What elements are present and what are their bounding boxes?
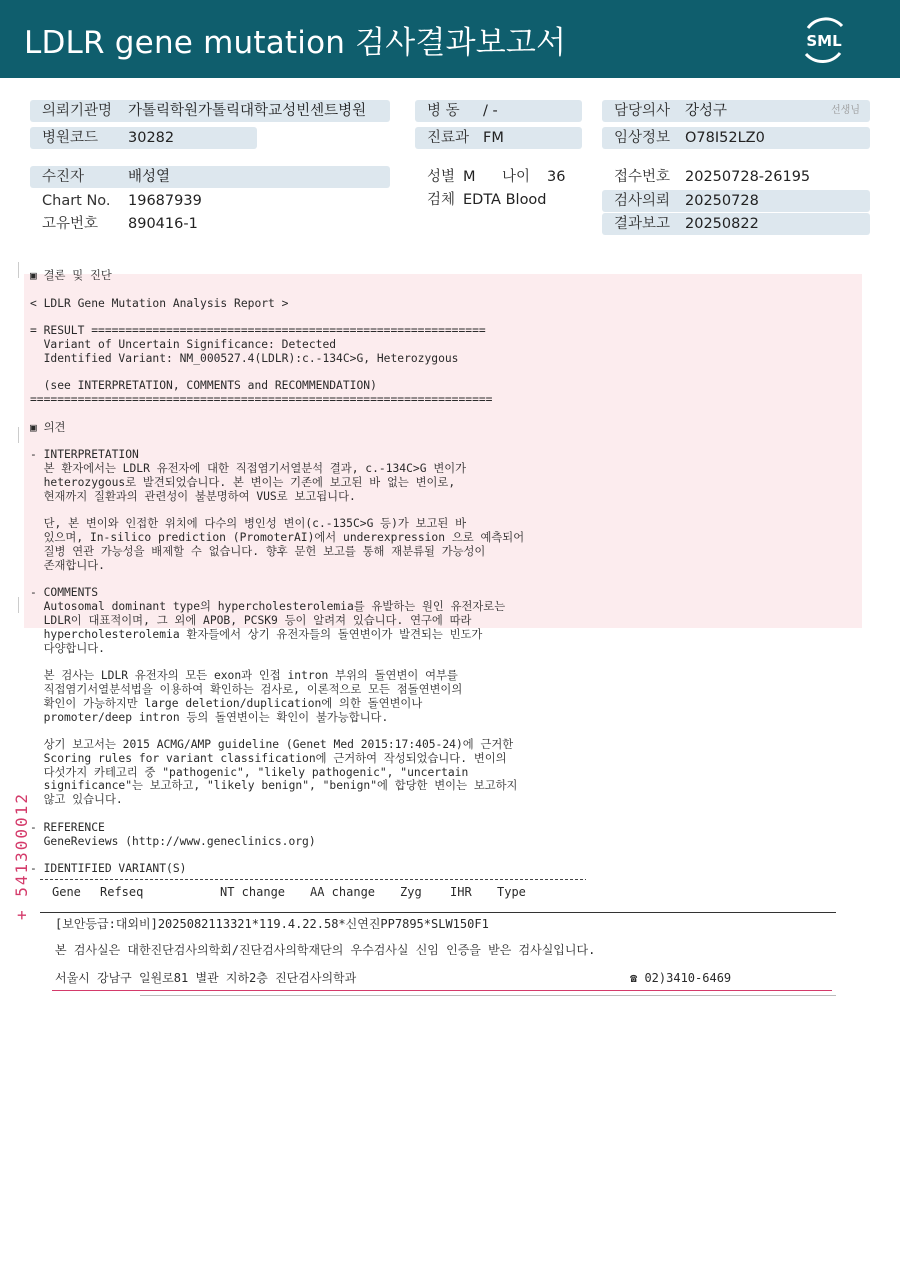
lab-address: 서울시 강남구 일원로81 별관 지하2층 진단검사의학과	[55, 971, 357, 985]
report-line: < LDLR Gene Mutation Analysis Report >	[30, 296, 289, 310]
doctor-suffix: 선생님	[831, 105, 860, 116]
variant-column-header: Zyg	[400, 885, 422, 899]
report-line	[30, 573, 524, 587]
report-line: 있으며, In-silico prediction (PromoterAI)에서 underexpression 으로 예측되어	[30, 531, 525, 545]
margin-tick	[18, 597, 19, 613]
doctor-label: 담당의사	[614, 103, 671, 119]
report-line: 다양합니다.	[30, 641, 105, 655]
chart-no-value: 19687939	[128, 193, 202, 209]
receipt-no-value: 20250728-26195	[685, 169, 811, 185]
report-date-value: 20250822	[685, 216, 759, 232]
report-line	[30, 504, 524, 518]
variant-column-header: Type	[497, 885, 526, 899]
table-dash-line	[40, 879, 586, 880]
department-field	[415, 127, 582, 149]
margin-tick	[18, 427, 19, 443]
specimen-label: 검체	[427, 192, 456, 208]
hospital-code-field	[30, 127, 257, 149]
patient-field	[30, 166, 390, 188]
report-line: 다섯가지 카테고리 중 "pathogenic", "likely pathogenic", "uncertain	[30, 765, 469, 779]
report-line	[30, 407, 524, 421]
report-line: 상기 보고서는 2015 ACMG/AMP guideline (Genet Med 2015:17:405-24)에 근거한	[30, 738, 514, 752]
receipt-no-field	[602, 166, 870, 188]
report-line: - INTERPRETATION	[30, 448, 139, 462]
hospital-code-value: 30282	[128, 130, 175, 146]
report-line: 단, 본 변이와 인접한 위치에 다수의 병인성 변이(c.-135C>G 등)가 보고된 바	[30, 517, 467, 531]
report-title: LDLR gene mutation 검사결과보고서	[24, 25, 567, 61]
receipt-no-label: 접수번호	[614, 169, 671, 185]
report-date-field	[602, 213, 870, 235]
report-line: Autosomal dominant type의 hypercholesterolemia를 유발하는 원인 유전자로는	[30, 600, 506, 614]
report-line: heterozygous로 발견되었습니다. 본 변이는 기존에 보고된 바 없는 변이로,	[30, 475, 456, 489]
chart-no-label: Chart No.	[42, 193, 111, 209]
report-line	[30, 283, 524, 297]
institution-field	[30, 100, 390, 122]
request-date-label: 검사의뢰	[614, 193, 671, 209]
report-line: ▣ 의견	[30, 420, 66, 434]
variant-column-header: IHR	[450, 885, 472, 899]
clinical-info-field	[602, 127, 870, 149]
footer-gray-rule	[140, 995, 836, 996]
variant-column-header: Gene	[52, 885, 81, 899]
sml-logo	[798, 14, 850, 66]
clinical-info-value: O78I52LZ0	[685, 130, 765, 146]
institution-value: 가톨릭학원가톨릭대학교성빈센트병원	[128, 103, 367, 119]
report-line: = RESULT ==========================================================	[30, 324, 486, 338]
table-rule	[40, 912, 836, 913]
ward-field	[415, 100, 582, 122]
age-label: 나이	[502, 169, 531, 185]
age-value: 36	[547, 169, 566, 185]
report-line: 현재까지 질환과의 관련성이 불분명하여 VUS로 보고됩니다.	[30, 489, 356, 503]
report-line: Scoring rules for variant classification에 근거하여 작성되었습니다. 변이의	[30, 751, 507, 765]
chart-no-field	[30, 190, 390, 212]
report-line: LDLR이 대표적이며, 그 외에 APOB, PCSK9 등이 알려져 있습니다. 연구에 따라	[30, 613, 472, 627]
security-line: [보안등급:대외비]2025082113321*119.4.22.58*신연진PP7895*SLW150F1	[55, 917, 489, 931]
report-line: 본 검사는 LDLR 유전자의 모든 exon과 인접 intron 부위의 돌연변이 여부를	[30, 669, 458, 683]
sex-label: 성별	[427, 169, 456, 185]
report-body-text	[30, 269, 524, 876]
doctor-field	[602, 100, 870, 122]
report-line	[30, 655, 524, 669]
institution-label: 의뢰기관명	[42, 103, 113, 119]
report-line: - IDENTIFIED VARIANT(S)	[30, 862, 187, 876]
report-line	[30, 435, 524, 449]
report-line: Identified Variant: NM_000527.4(LDLR):c.-134C>G, Heterozygous	[30, 351, 459, 365]
report-line: hypercholesterolemia 환자들에서 상기 유전자들의 돌연변이가 발견되는 빈도가	[30, 627, 483, 641]
hospital-code-label: 병원코드	[42, 130, 99, 146]
variant-column-header: Refseq	[100, 885, 144, 899]
side-document-id: + 541300012	[12, 792, 31, 920]
department-value: FM	[483, 130, 504, 146]
report-date-label: 결과보고	[614, 216, 671, 232]
report-line: - COMMENTS	[30, 586, 99, 600]
department-label: 진료과	[427, 130, 470, 146]
report-line: 않고 있습니다.	[30, 793, 123, 807]
clinical-info-label: 임상정보	[614, 130, 671, 146]
certification-text: 본 검사실은 대한진단검사의학회/진단검사의학재단의 우수검사실 신임 인증을 받은 검사실입니다.	[55, 943, 596, 957]
unique-no-label: 고유번호	[42, 216, 99, 232]
report-line: - REFERENCE	[30, 820, 105, 834]
report-line: 본 환자에서는 LDLR 유전자에 대한 직접염기서열분석 결과, c.-134C>G 변이가	[30, 462, 467, 476]
report-line	[30, 310, 524, 324]
report-line	[30, 807, 524, 821]
scanned-report	[0, 262, 900, 1002]
report-line: Variant of Uncertain Significance: Detected	[30, 337, 337, 351]
report-line: GeneReviews (http://www.geneclinics.org)	[30, 834, 316, 848]
doctor-value: 강성구	[685, 103, 728, 119]
report-line: ▣ 결론 및 진단	[30, 269, 112, 282]
specimen-field	[415, 189, 582, 211]
sex-value: M	[463, 169, 476, 185]
age-field	[490, 166, 582, 188]
report-line	[30, 366, 524, 380]
patient-label: 수진자	[42, 169, 85, 185]
report-line: 질병 연관 가능성을 배제할 수 없습니다. 향후 문헌 보고를 통해 재분류될 가능성이	[30, 544, 486, 558]
footer-red-rule	[52, 990, 832, 991]
report-line	[30, 848, 524, 862]
report-line: ====================================================================	[30, 393, 493, 407]
unique-no-value: 890416-1	[128, 216, 198, 232]
ward-label: 병 동	[427, 103, 460, 119]
request-date-field	[602, 190, 870, 212]
ward-value: / -	[483, 103, 498, 119]
logo-text: SML	[806, 32, 842, 50]
lab-phone: ☎ 02)3410-6469	[630, 971, 732, 985]
request-date-value: 20250728	[685, 193, 759, 209]
report-line: 확인이 가능하지만 large deletion/duplication에 의한 돌연변이나	[30, 696, 423, 710]
margin-tick	[18, 262, 19, 278]
report-line: promoter/deep intron 등의 돌연변이는 확인이 불가능합니다.	[30, 710, 389, 724]
report-line: significance"는 보고하고, "likely benign", "benign"에 합당한 변이는 보고하지	[30, 779, 518, 793]
variant-column-header: AA change	[310, 885, 376, 899]
variant-column-header: NT change	[220, 885, 286, 899]
report-line	[30, 724, 524, 738]
specimen-value: EDTA Blood	[463, 192, 547, 208]
report-header	[0, 0, 900, 78]
unique-no-field	[30, 213, 390, 235]
report-line: 직접염기서열분석법을 이용하여 확인하는 검사로, 이론적으로 모든 점돌연변이의	[30, 682, 463, 696]
report-line: 존재합니다.	[30, 558, 105, 572]
report-line: (see INTERPRETATION, COMMENTS and RECOMMENDATION)	[30, 379, 377, 393]
patient-value: 배성열	[128, 169, 171, 185]
